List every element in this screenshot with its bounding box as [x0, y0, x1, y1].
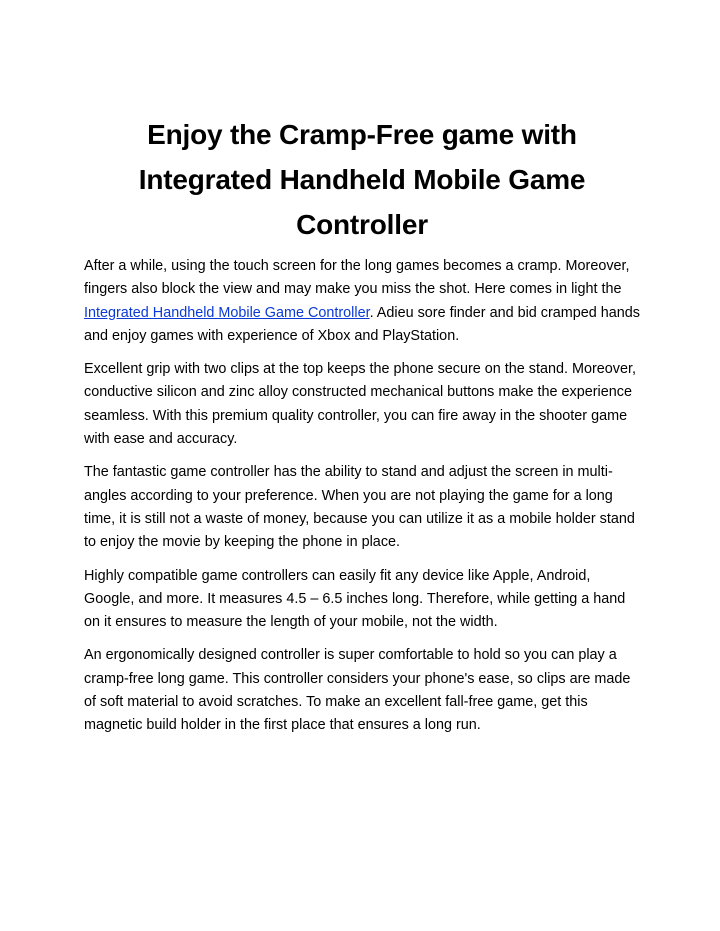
paragraph-ergonomics: An ergonomically designed controller is super comfortable to hold so you can play a cramp-free long game. This controller considers your phone's ease, so clips are made of soft material to avoid scratches. To make an excellent fall-free game, get this magnetic build holder in the first place that ensures a long run.: [84, 647, 631, 734]
product-link[interactable]: Integrated Handheld Mobile Game Controller: [84, 304, 370, 321]
paragraph-intro-text-after: . Adieu sore finder and bid cramped hands and enjoy games with experience of Xbox and PlayStation.: [84, 304, 640, 344]
paragraph-grip: Excellent grip with two clips at the top keeps the phone secure on the stand. Moreover, conductive silicon and zinc alloy constructed mechanical buttons make the experience seamless. With this premium quality controller, you can fire away in the shooter game with ease and accuracy.: [84, 361, 636, 448]
paragraph-intro: [84, 255, 640, 348]
paragraph-stand: The fantastic game controller has the ability to stand and adjust the screen in multi-angles according to your preference. When you are not playing the game for a long time, it is still not a waste of money, because you can utilize it as a mobile holder stand to enjoy the movie by keeping the phone in place.: [84, 464, 635, 551]
page-title: Enjoy the Cramp-Free game with Integrated Handheld Mobile Game Controller: [138, 119, 586, 240]
paragraph-compatibility: Highly compatible game controllers can easily fit any device like Apple, Android, Google, and more. It measures 4.5 – 6.5 inches long. Therefore, while getting a hand on it ensures to measure the length of your mobile, not the width.: [84, 567, 626, 631]
paragraph-intro-text-before: After a while, using the touch screen for the long games becomes a cramp. Moreover, fingers also block the view and may make you miss the shot. Here comes in light the: [84, 258, 630, 298]
document-body: [84, 112, 640, 748]
